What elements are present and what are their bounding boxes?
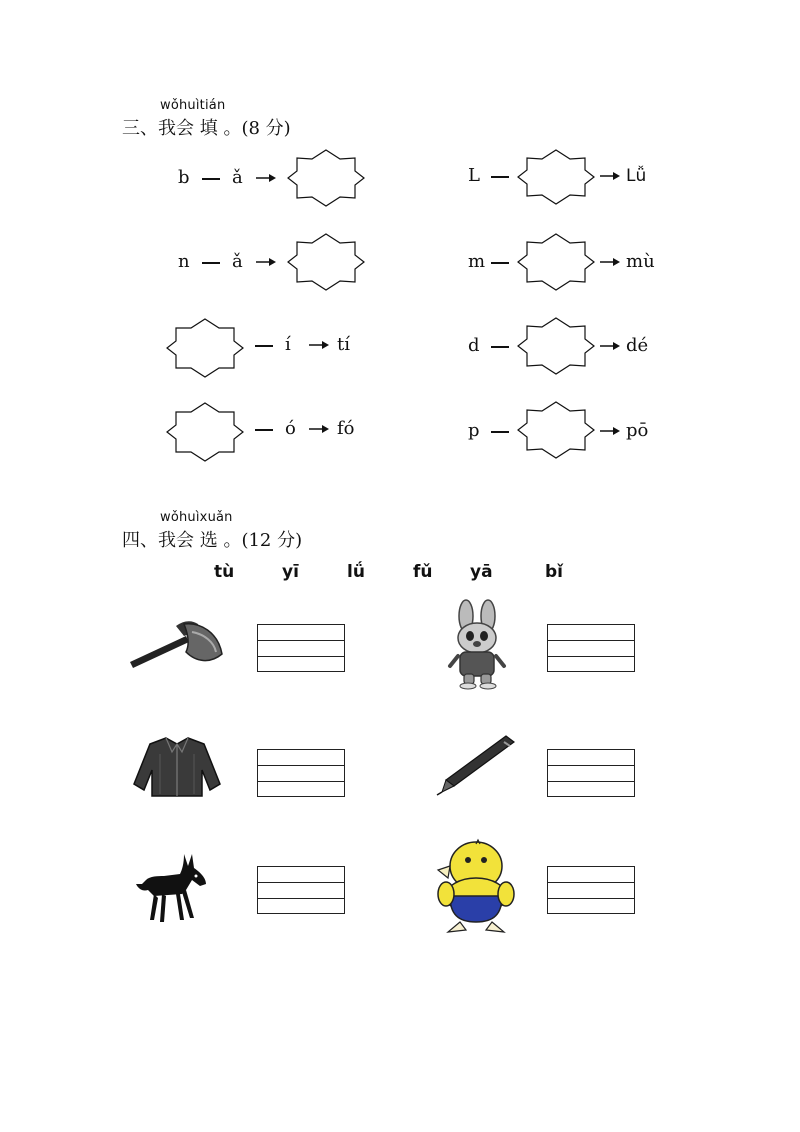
section4-heading: 四、我会 选 。(12 分) bbox=[122, 530, 303, 551]
right-row3-answer-star[interactable] bbox=[517, 317, 595, 375]
left-row3-final: í bbox=[285, 334, 291, 355]
duck-icon bbox=[434, 838, 518, 938]
option-lv: lǘ bbox=[347, 562, 365, 582]
left-row1-answer-star[interactable] bbox=[287, 149, 365, 207]
answer-lines-rabbit[interactable] bbox=[547, 624, 635, 672]
right-row3-dash bbox=[491, 346, 509, 348]
left-row1-dash bbox=[202, 178, 220, 180]
right-row1-initial: L bbox=[468, 165, 480, 186]
left-row3-answer-star[interactable] bbox=[166, 318, 244, 378]
right-row1-result: Lǚ bbox=[626, 166, 647, 186]
answer-lines-donkey[interactable] bbox=[257, 866, 345, 914]
section4-pinyin: wǒhuìxuǎn bbox=[160, 510, 233, 525]
answer-lines-axe[interactable] bbox=[257, 624, 345, 672]
right-row4-dash bbox=[491, 431, 509, 433]
right-row1-arrow-icon bbox=[600, 170, 620, 182]
rabbit-icon bbox=[446, 600, 510, 690]
left-row1-final: ǎ bbox=[232, 167, 243, 188]
right-row3-arrow-icon bbox=[600, 340, 620, 352]
left-row4-answer-star[interactable] bbox=[166, 402, 244, 462]
right-row1-answer-star[interactable] bbox=[517, 149, 595, 205]
right-row4-arrow-icon bbox=[600, 425, 620, 437]
right-row1-dash bbox=[491, 176, 509, 178]
left-row2-arrow-icon bbox=[256, 256, 276, 268]
left-row1-arrow-icon bbox=[256, 172, 276, 184]
option-ya: yā bbox=[470, 562, 493, 582]
right-row2-initial: m bbox=[468, 251, 486, 272]
answer-lines-duck[interactable] bbox=[547, 866, 635, 914]
jacket-icon bbox=[130, 734, 224, 800]
axe-icon bbox=[126, 614, 226, 670]
right-row3-initial: d bbox=[468, 335, 480, 356]
left-row4-final: ó bbox=[285, 418, 296, 439]
left-row2-dash bbox=[202, 262, 220, 264]
right-row2-arrow-icon bbox=[600, 256, 620, 268]
section3-pinyin: wǒhuìtián bbox=[160, 98, 226, 113]
right-row2-answer-star[interactable] bbox=[517, 233, 595, 291]
left-row4-result: fó bbox=[337, 418, 355, 439]
donkey-icon bbox=[134, 850, 210, 928]
left-row4-dash bbox=[255, 429, 273, 431]
right-row3-result: dé bbox=[626, 335, 649, 356]
left-row2-final: ǎ bbox=[232, 251, 243, 272]
option-fu: fǔ bbox=[413, 562, 433, 582]
left-row3-arrow-icon bbox=[309, 339, 329, 351]
section3-heading: 三、我会 填 。(8 分) bbox=[122, 118, 291, 139]
right-row4-initial: p bbox=[468, 420, 480, 441]
right-row4-answer-star[interactable] bbox=[517, 401, 595, 459]
option-bi: bǐ bbox=[545, 562, 563, 582]
option-tu: tù bbox=[214, 562, 235, 582]
left-row3-result: tí bbox=[337, 334, 350, 355]
pen-icon bbox=[434, 732, 518, 796]
left-row3-dash bbox=[255, 345, 273, 347]
right-row4-result: pō bbox=[626, 420, 649, 441]
left-row2-answer-star[interactable] bbox=[287, 233, 365, 291]
left-row2-initial: n bbox=[178, 251, 190, 272]
right-row2-result: mù bbox=[626, 251, 655, 272]
option-yi: yī bbox=[282, 562, 299, 582]
left-row1-initial: b bbox=[178, 167, 190, 188]
answer-lines-pen[interactable] bbox=[547, 749, 635, 797]
left-row4-arrow-icon bbox=[309, 423, 329, 435]
right-row2-dash bbox=[491, 262, 509, 264]
answer-lines-jacket[interactable] bbox=[257, 749, 345, 797]
